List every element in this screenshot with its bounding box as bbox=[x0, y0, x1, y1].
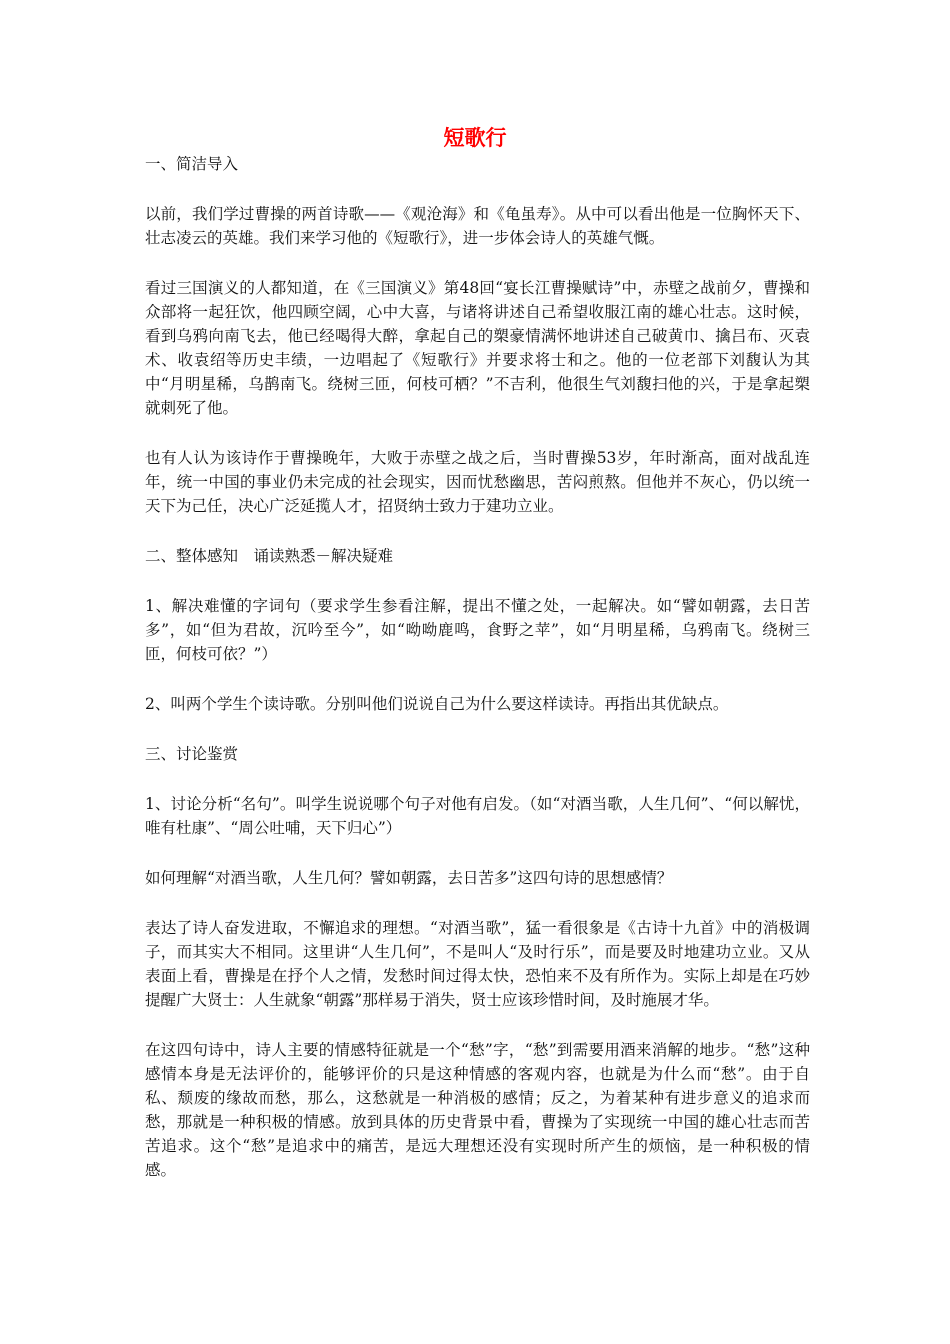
paragraph-background: 看过三国演义的人都知道，在《三国演义》第48回“宴长江曹操赋诗”中，赤壁之战前夕，曹操和众部将一起狂饮，他四顾空阔，心中大喜，与诸将讲述自己希望收服江南的雄心壮志。这时候，看到乌鸦向南飞去，他已经喝得大醉，拿起自己的槊豪情满怀地讲述自己破黄巾、擒吕布、灭袁术、收袁绍等历史丰绩，一边唱起了《短歌行》并要求将士和之。他的一位老部下刘馥认为其中“月明星稀，乌鹊南飞。绕树三匝，何枝可栖？”不吉利，他很生气刘馥扫他的兴，于是拿起槊就刺死了他。 bbox=[145, 279, 810, 417]
paragraph-famous-lines: 1、讨论分析“名句”。叫学生说说哪个句子对他有启发。（如“对酒当歌，人生几何”、“何以解忧，唯有杜康”、“周公吐哺，天下归心”） bbox=[145, 795, 810, 837]
section-heading-intro: 一、简洁导入 bbox=[145, 155, 239, 173]
paragraph-difficult-words: 1、解决难懂的字词句（要求学生参看注解，提出不懂之处，一起解决。如“譬如朝露，去日苦多”，如“但为君故，沉吟至今”，如“呦呦鹿鸣，食野之苹”，如“月明星稀，乌鸦南飞。绕树三匝，何枝可依？”） bbox=[145, 597, 810, 663]
paragraph-alternative-view: 也有人认为该诗作于曹操晚年，大败于赤壁之战之后，当时曹操53岁，年时渐高，面对战乱连年，统一中国的事业仍未完成的社会现实，因而忧愁幽思，苦闷煎熬。但他并不灰心，仍以统一天下为己任，决心广泛延揽人才，招贤纳士致力于建功立业。 bbox=[145, 449, 810, 515]
paragraph-question: 如何理解“对酒当歌，人生几何？譬如朝露，去日苦多”这四句诗的思想感情？ bbox=[145, 869, 673, 887]
paragraph-answer: 表达了诗人奋发进取，不懈追求的理想。“对酒当歌”，猛一看很象是《古诗十九首》中的消极调子，而其实大不相同。这里讲“人生几何”，不是叫人“及时行乐”，而是要及时地建功立业。又从表面上看，曹操是在抒个人之情，发愁时间过得太快，恐怕来不及有所作为。实际上却是在巧妙提醒广大贤士：人生就象“朝露”那样易于消失，贤士应该珍惜时间，及时施展才华。 bbox=[145, 919, 810, 1009]
paragraph-reading-practice: 2、叫两个学生个读诗歌。分别叫他们说说自己为什么要这样读诗。再指出其优缺点。 bbox=[145, 695, 729, 713]
section-heading-discussion: 三、讨论鉴赏 bbox=[145, 745, 239, 763]
document-body bbox=[145, 152, 810, 1182]
section-heading-overview: 二、整体感知 诵读熟悉－解决疑难 bbox=[145, 547, 394, 565]
document-title: 短歌行 bbox=[443, 125, 507, 150]
paragraph-sorrow-analysis: 在这四句诗中，诗人主要的情感特征就是一个“愁”字，“愁”到需要用酒来消解的地步。“愁”这种感情本身是无法评价的，能够评价的只是这种情感的客观内容，也就是为什么而“愁”。由于自私、颓废的缘故而愁，那么，这愁就是一种消极的感情；反之，为着某种有进步意义的追求而愁，那就是一种积极的情感。放到具体的历史背景中看，曹操为了实现统一中国的雄心壮志而苦苦追求。这个“愁”是追求中的痛苦，是远大理想还没有实现时所产生的烦恼，是一种积极的情感。 bbox=[145, 1041, 810, 1179]
paragraph-intro: 以前，我们学过曹操的两首诗歌——《观沧海》和《龟虽寿》。从中可以看出他是一位胸怀天下、壮志凌云的英雄。我们来学习他的《短歌行》，进一步体会诗人的英雄气慨。 bbox=[145, 205, 810, 247]
